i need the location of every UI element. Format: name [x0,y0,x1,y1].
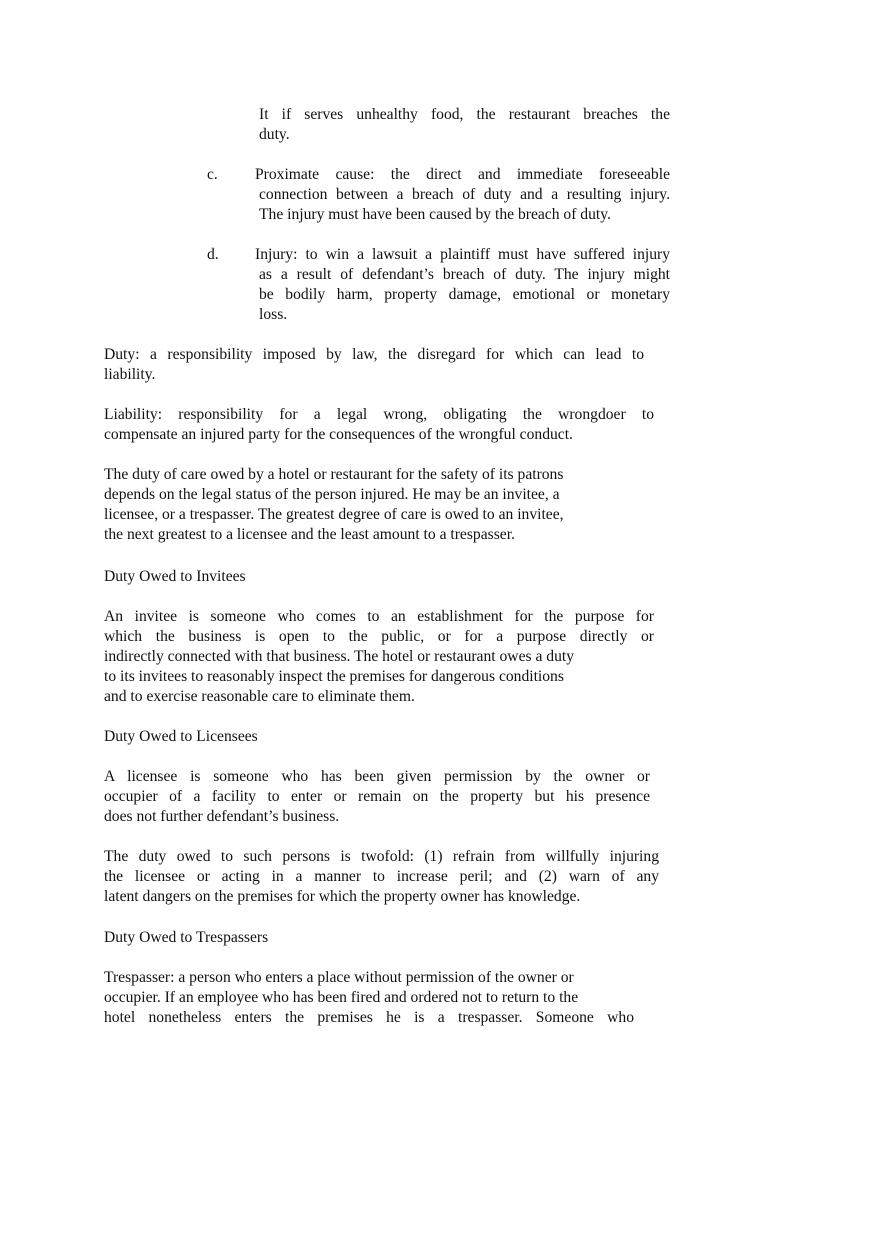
text-line: Duty: a responsibility imposed by law, the disregard for which can lead to [104,346,644,363]
list-marker: d. [207,246,219,263]
text-line: Trespasser: a person who enters a place without permission of the owner or [104,969,574,986]
text-line: An invitee is someone who comes to an establishment for the purpose for [104,608,654,625]
text-line: latent dangers on the premises for which the property owner has knowledge. [104,888,581,905]
text-line: licensee, or a trespasser. The greatest degree of care is owed to an invitee, [104,506,564,523]
section-heading-invitees: Duty Owed to Invitees [104,568,246,585]
text-line: does not further defendant’s business. [104,808,340,825]
list-item-continuation [259,185,670,225]
list-item-proximate-cause [207,165,670,225]
list-item-continuation [259,265,670,325]
section-heading-trespassers: Duty Owed to Trespassers [104,929,269,946]
text-line: indirectly connected with that business. The hotel or restaurant owes a duty [104,648,574,665]
text-line: Proximate cause: the direct and immediate foreseeable [255,166,670,183]
text-line: loss. [259,306,288,323]
trespasser-paragraph [104,968,634,1028]
licensee-paragraph [104,767,650,827]
text-line: The duty of care owed by a hotel or restaurant for the safety of its patrons [104,466,564,483]
text-line: A licensee is someone who has been given permission by the owner or [104,768,650,785]
text-line: and to exercise reasonable care to eliminate them. [104,688,415,705]
text-line: occupier of a facility to enter or remain on the property but his presence [104,788,650,805]
section-heading-licensees: Duty Owed to Licensees [104,728,258,745]
text-line: depends on the legal status of the person injured. He may be an invitee, a [104,486,560,503]
text-line: Liability: responsibility for a legal wrong, obligating the wrongdoer to [104,406,654,423]
text-line: compensate an injured party for the consequences of the wrongful conduct. [104,426,573,443]
text-line: hotel nonetheless enters the premises he is a trespasser. Someone who [104,1009,634,1026]
text-line: as a result of defendant’s breach of duty. The injury might [259,266,670,283]
text-line: liability. [104,366,156,383]
text-line: connection between a breach of duty and a resulting injury. [259,186,670,203]
text-line: which the business is open to the public, or for a purpose directly or [104,628,654,645]
text-line: the licensee or acting in a manner to increase peril; and (2) warn of any [104,868,659,885]
liability-definition [104,405,654,445]
text-line: occupier. If an employee who has been fired and ordered not to return to the [104,989,579,1006]
text-line: duty. [259,126,290,143]
text-line: The duty owed to such persons is twofold: (1) refrain from willfully injuring [104,848,659,865]
text-line: Injury: to win a lawsuit a plaintiff must have suffered injury [255,246,670,263]
text-line: It if serves unhealthy food, the restaurant breaches the [259,106,670,123]
duty-of-care-paragraph [104,465,639,545]
continuation-paragraph [259,105,670,145]
list-marker: c. [207,166,218,183]
text-line: to its invitees to reasonably inspect the premises for dangerous conditions [104,668,564,685]
licensee-duty-paragraph [104,847,659,907]
text-line: be bodily harm, property damage, emotional or monetary [259,286,670,303]
duty-definition [104,345,644,385]
invitee-paragraph [104,607,654,707]
text-line: The injury must have been caused by the breach of duty. [259,206,611,223]
list-item-injury [207,245,670,325]
text-line: the next greatest to a licensee and the least amount to a trespasser. [104,526,515,543]
